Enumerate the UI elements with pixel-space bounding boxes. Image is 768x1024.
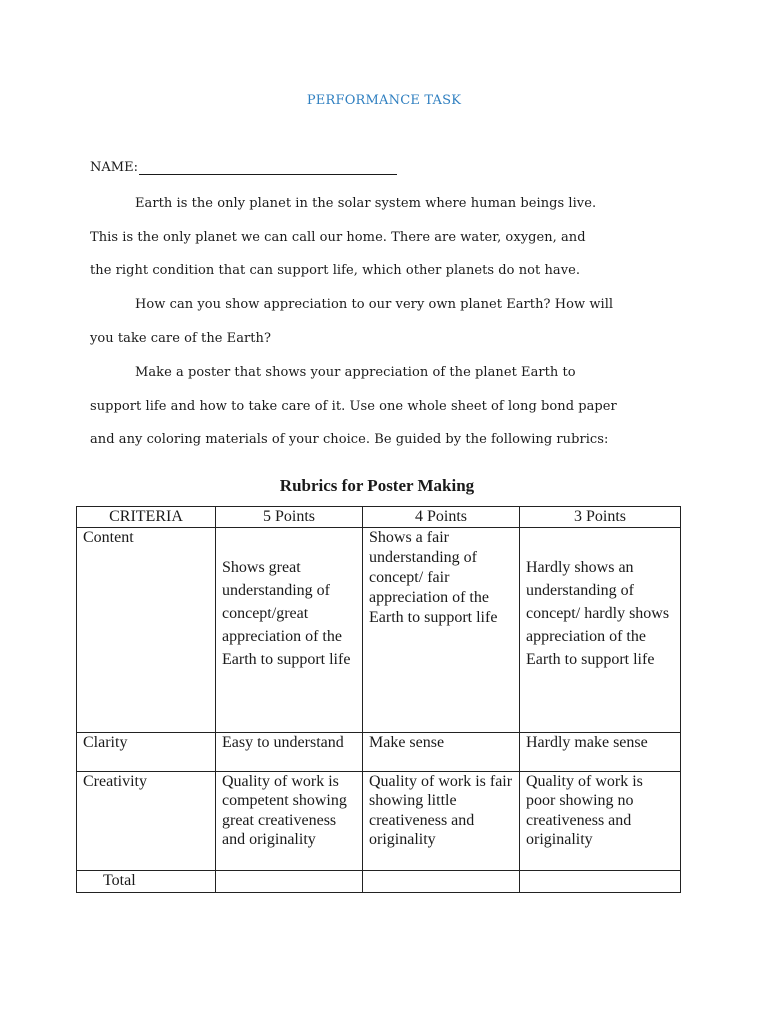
paragraph-3-line-3: and any coloring materials of your choice. Be guided by the following rubrics: — [90, 432, 609, 447]
name-field-row — [90, 160, 397, 175]
paragraph-3-line-1: Make a poster that shows your appreciation of the planet Earth to — [135, 365, 576, 380]
table-row — [77, 732, 681, 771]
clarity-5-points: Easy to understand — [216, 732, 363, 771]
table-row — [77, 771, 681, 870]
name-label: NAME: — [90, 160, 138, 175]
paragraph-1-line-2: This is the only planet we can call our home. There are water, oxygen, and — [90, 230, 586, 245]
creativity-5-points: Quality of work is competent showing great creativeness and originality — [216, 771, 363, 870]
total-row — [77, 870, 681, 892]
creativity-4-points: Quality of work is fair showing little creativeness and originality — [363, 771, 520, 870]
paragraph-2-line-1: How can you show appreciation to our very own planet Earth? How will — [135, 297, 614, 312]
total-label: Total — [77, 870, 216, 892]
clarity-3-points: Hardly make sense — [520, 732, 681, 771]
page-title: PERFORMANCE TASK — [306, 93, 462, 108]
criterion-creativity: Creativity — [77, 771, 216, 870]
rubric-table — [76, 506, 681, 893]
name-blank-line[interactable] — [139, 160, 397, 175]
total-5-points-cell[interactable] — [216, 870, 363, 892]
content-3-points: Hardly shows an understanding of concept/ hardly shows appreciation of the Earth to support life — [520, 527, 681, 732]
total-4-points-cell[interactable] — [363, 870, 520, 892]
paragraph-1-line-1: Earth is the only planet in the solar system where human beings live. — [135, 196, 597, 211]
content-5-points: Shows great understanding of concept/great appreciation of the Earth to support life — [216, 527, 363, 732]
clarity-4-points: Make sense — [363, 732, 520, 771]
header-3-points: 3 Points — [520, 507, 681, 528]
total-3-points-cell[interactable] — [520, 870, 681, 892]
rubric-header-row — [77, 507, 681, 528]
criterion-content: Content — [77, 527, 216, 732]
header-4-points: 4 Points — [363, 507, 520, 528]
header-5-points: 5 Points — [216, 507, 363, 528]
table-row — [77, 527, 681, 732]
creativity-3-points: Quality of work is poor showing no creativeness and originality — [520, 771, 681, 870]
paragraph-3-line-2: support life and how to take care of it. Use one whole sheet of long bond paper — [90, 399, 617, 414]
content-4-points: Shows a fair understanding of concept/ fair appreciation of the Earth to support life — [363, 527, 520, 732]
header-criteria: CRITERIA — [77, 507, 216, 528]
criterion-clarity: Clarity — [77, 732, 216, 771]
paragraph-2-line-2: you take care of the Earth? — [90, 331, 271, 346]
rubric-title: Rubrics for Poster Making — [279, 476, 475, 495]
paragraph-1-line-3: the right condition that can support life, which other planets do not have. — [90, 263, 581, 278]
